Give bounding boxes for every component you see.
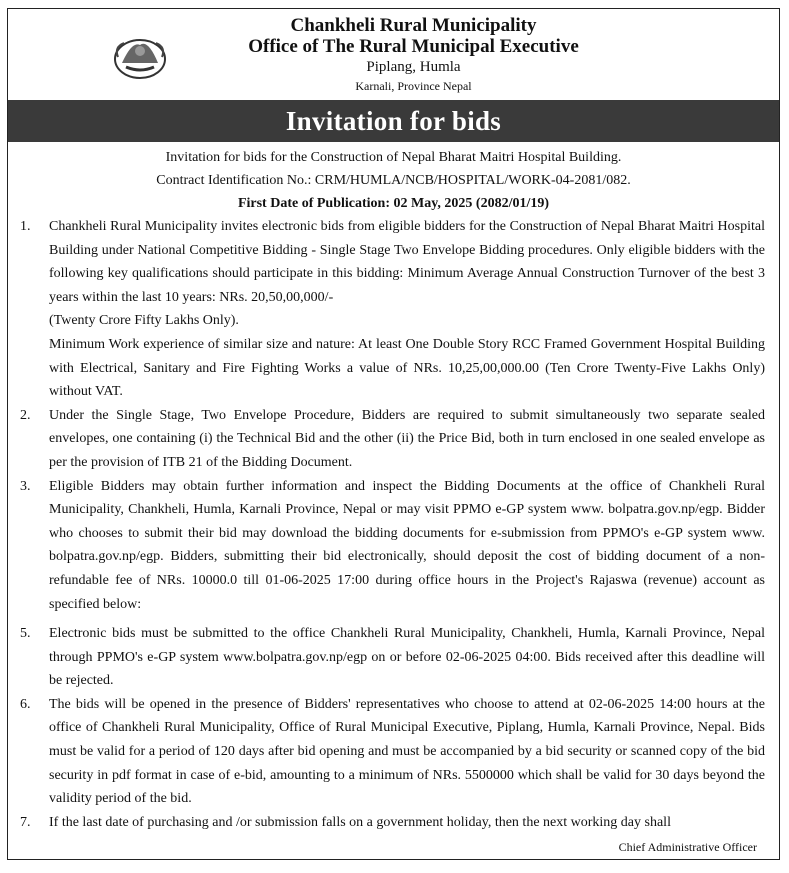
publication-date: First Date of Publication: 02 May, 2025 (2082/01/19) bbox=[237, 196, 550, 211]
notice-header bbox=[8, 9, 779, 100]
list-item bbox=[8, 215, 765, 404]
list-item bbox=[8, 811, 765, 835]
item-number: 3. bbox=[20, 478, 31, 494]
office-name: Office of The Rural Municipal Executive bbox=[248, 36, 579, 57]
list-item bbox=[8, 622, 765, 693]
item-number: 5. bbox=[20, 626, 31, 642]
notice-page bbox=[7, 8, 780, 860]
signature-title: Chief Administrative Officer bbox=[618, 840, 757, 854]
item-paragraph: Chankheli Rural Municipality invites electronic bids from eligible bidders for the Construction of Nepal Bharat Maitri Hospital Building under National Competitive Bidding - Single Stage Two Envelope Bidding procedures. Only eligible bidders with the following key qualifications should participate in this bidding: Minimum Average Annual Construction Turnover of the best 3 years within the last 10 years: NRs. 20,50,00,000/- bbox=[49, 219, 765, 305]
item-paragraph: The bids will be opened in the presence of Bidders' representatives who choose to attend at 02-06-2025 14:00 hours at the office of Chankheli Rural Municipality, Office of Rural Municipal Executive, Piplang, Humla, Karnali Province, Nepal. Bids must be valid for a period of 120 days after bid opening and must be accompanied by a bid security or scanned copy of the bid security in pdf format in case of e-bid, amounting to a minimum of NRs. 5500000 which shall be valid for 30 days beyond the validity period of the bid. bbox=[49, 696, 765, 807]
item-number: 2. bbox=[20, 407, 31, 423]
notice-intro bbox=[8, 146, 779, 215]
item-paragraph: Electronic bids must be submitted to the office Chankheli Rural Municipality, Chankheli, Humla, Karnali Province, Nepal through PPMO's e-GP system www.bolpatra.gov.np/egp on or before 02-06-2025 04:00. Bids received after this deadline will be rejected. bbox=[49, 626, 765, 689]
list-item bbox=[8, 404, 765, 475]
item-paragraph: Under the Single Stage, Two Envelope Procedure, Bidders are required to submit simultaneously two separate sealed envelopes, one containing (i) the Technical Bid and the other (ii) the Price Bid, both in turn enclosed in one sealed envelope as per the provision of ITB 21 of the Bidding Document. bbox=[49, 407, 765, 470]
office-location: Piplang, Humla bbox=[366, 59, 461, 75]
intro-line-1: Invitation for bids for the Construction of Nepal Bharat Maitri Hospital Building. bbox=[165, 150, 622, 165]
list-item bbox=[8, 693, 765, 811]
notice-items bbox=[8, 215, 779, 834]
item-number: 6. bbox=[20, 696, 31, 712]
page-title: Invitation for bids bbox=[8, 100, 779, 142]
province-name: Karnali, Province Nepal bbox=[355, 79, 472, 93]
item-paragraph: Eligible Bidders may obtain further information and inspect the Bidding Documents at the office of Chankheli Rural Municipality, Chankheli, Humla, Karnali Province, Nepal or may visit PPMO e-GP system www. bolpatra.gov.np/egp. Bidder who chooses to submit their bid may download the bidding documents for e-submission from PPMO's e-GP system www. bolpatra.gov.np/egp. Bidders, submitting their bid electronically, should deposit the cost of bidding document of a non-refundable fee of NRs. 10000.0 till 01-06-2025 17:00 during office hours in the Project's Rajaswa (revenue) account as specified below: bbox=[49, 478, 765, 612]
item-paragraph: (Twenty Crore Fifty Lakhs Only). bbox=[49, 313, 239, 329]
item-paragraph: Minimum Work experience of similar size and nature: At least One Double Story RCC Framed Government Hospital Building with Electrical, Sanitary and Fire Fighting Works a value of NRs. 10,25,00,000.00 (Ten Crore Twenty-Five Lakhs Only) without VAT. bbox=[49, 336, 765, 400]
municipality-name: Chankheli Rural Municipality bbox=[290, 15, 537, 36]
list-item bbox=[8, 475, 765, 617]
contract-id: Contract Identification No.: CRM/HUMLA/NCB/HOSPITAL/WORK-04-2081/082. bbox=[156, 173, 631, 188]
item-paragraph: If the last date of purchasing and /or submission falls on a government holiday, then the next working day shall bbox=[49, 814, 671, 830]
item-number: 7. bbox=[20, 814, 31, 830]
item-number: 1. bbox=[20, 219, 31, 234]
